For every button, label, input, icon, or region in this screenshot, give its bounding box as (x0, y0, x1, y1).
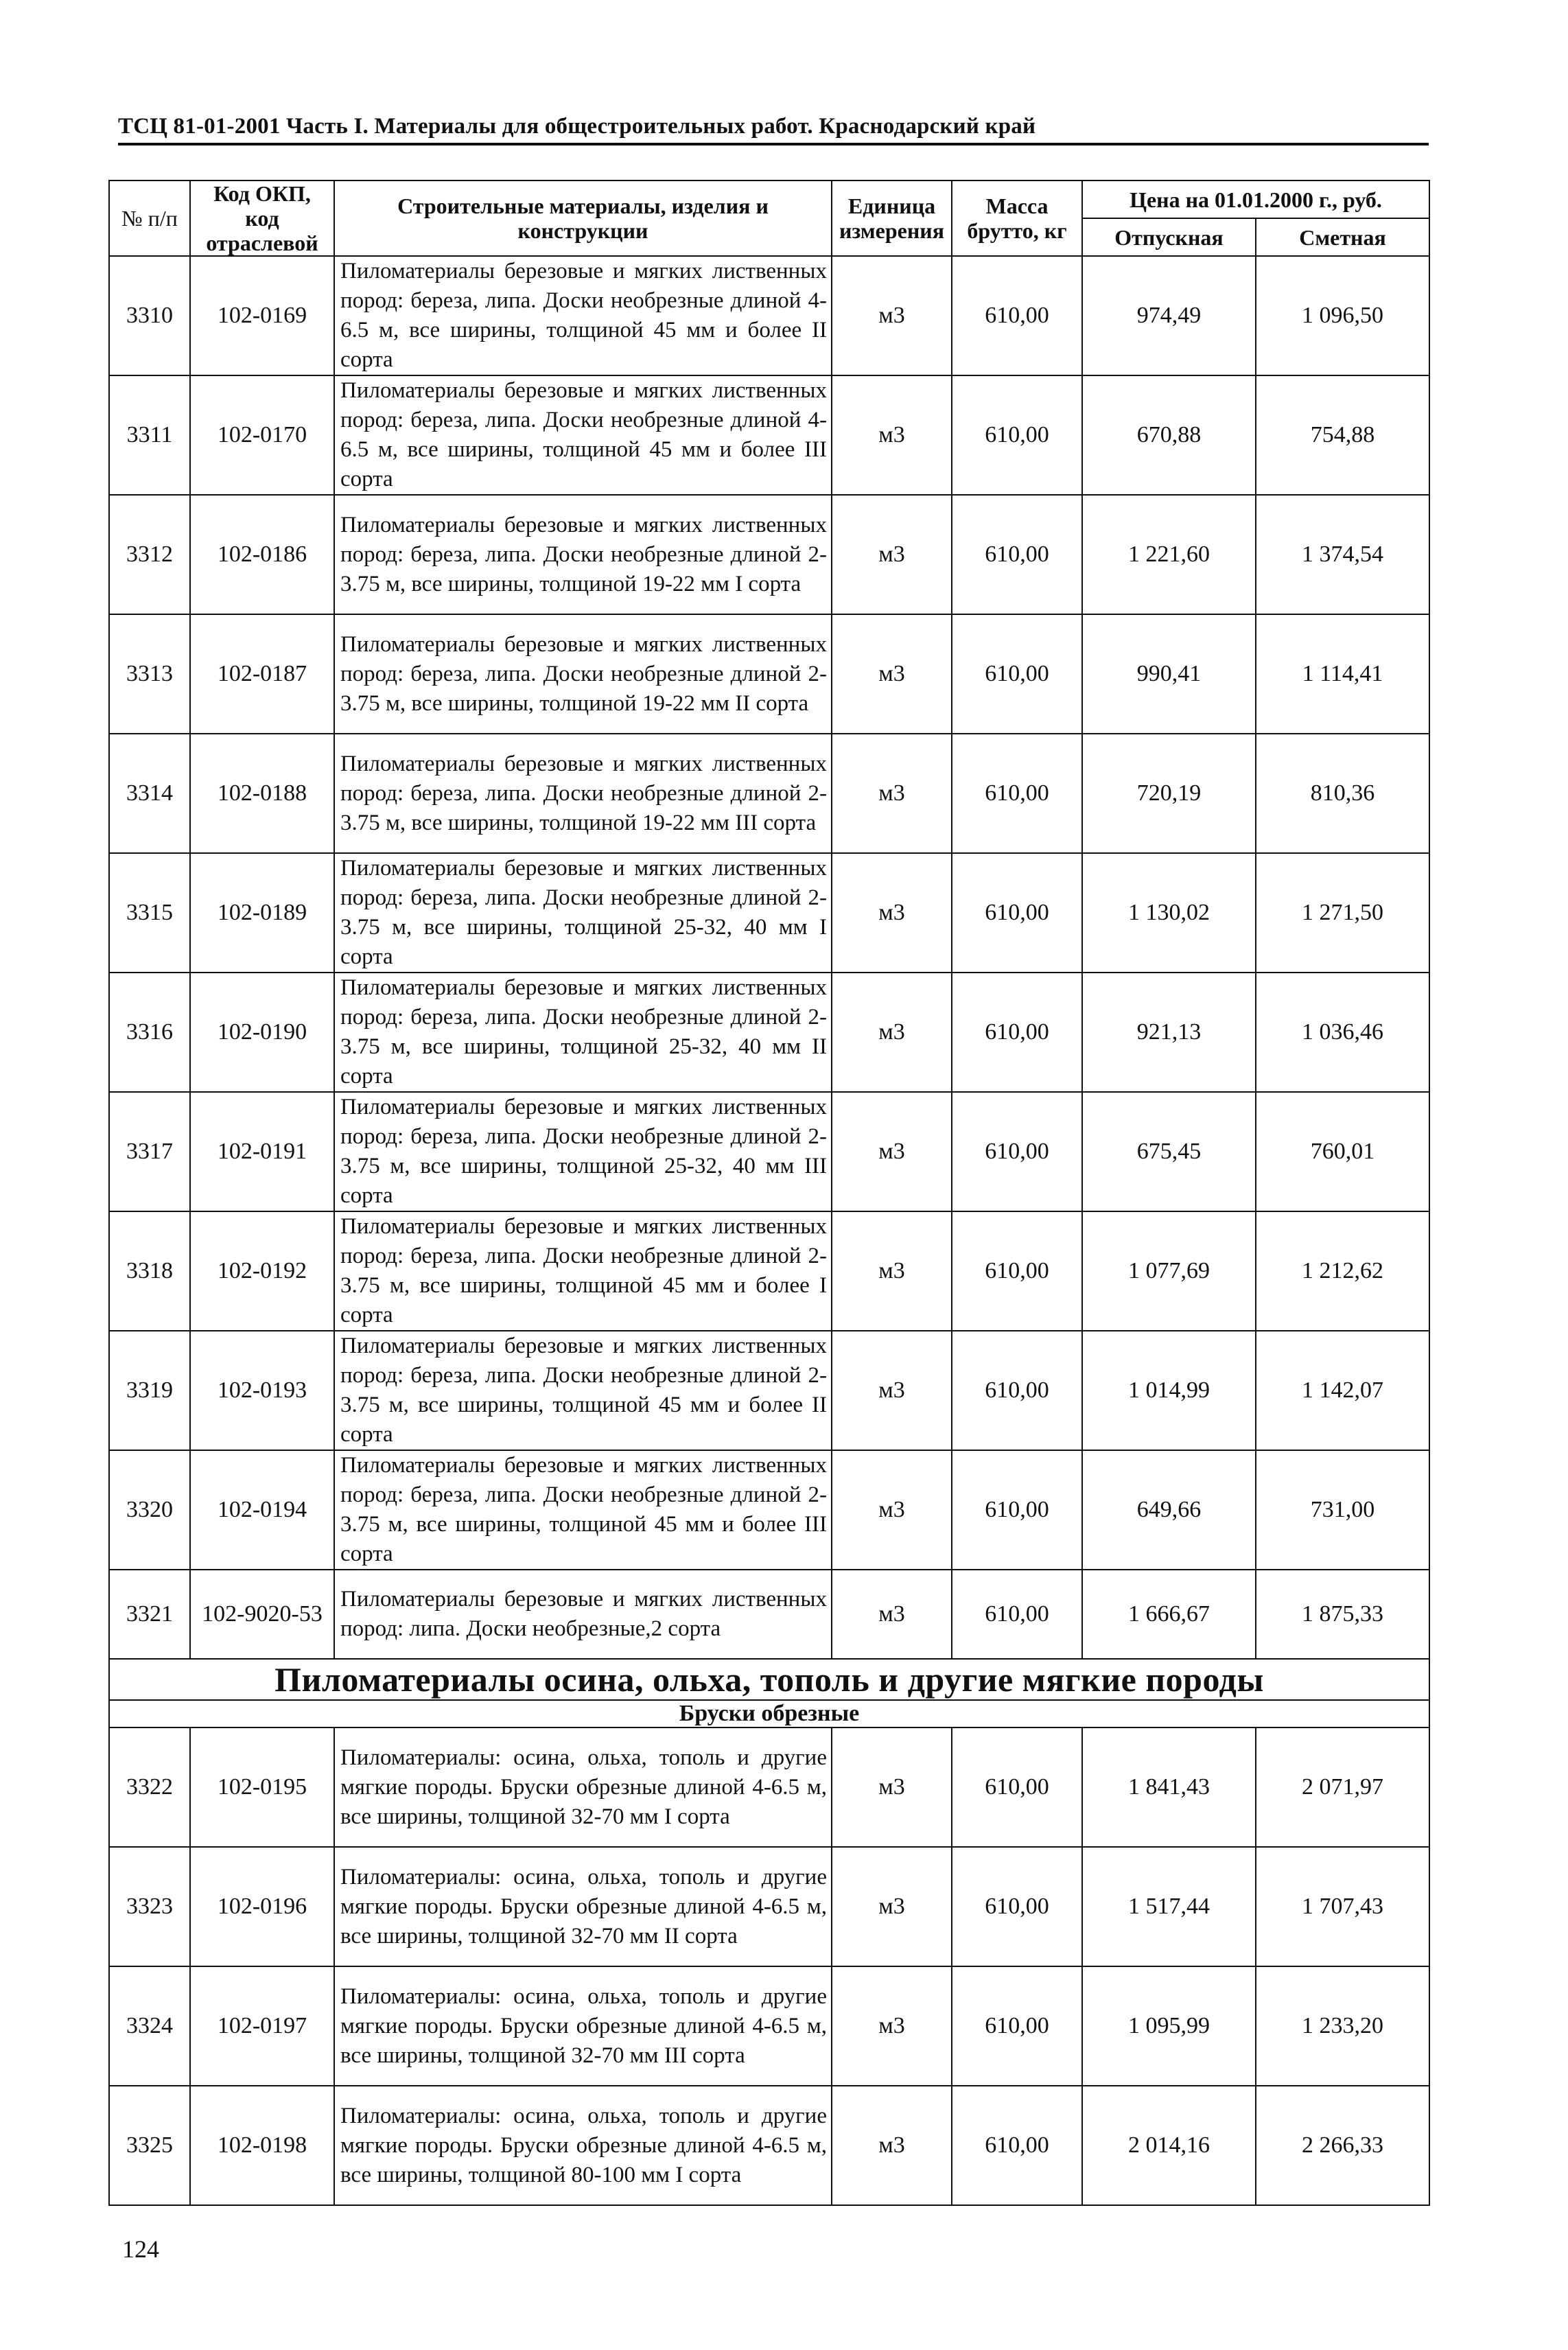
row-mass: 610,00 (952, 973, 1082, 1092)
row-price-estimate: 731,00 (1256, 1450, 1429, 1570)
row-mass: 610,00 (952, 1450, 1082, 1570)
row-price-release: 675,45 (1082, 1092, 1256, 1211)
row-code: 102-0191 (190, 1092, 334, 1211)
col-header-mass: Масса брутто, кг (952, 181, 1082, 256)
row-price-estimate: 760,01 (1256, 1092, 1429, 1211)
row-price-release: 974,49 (1082, 256, 1256, 375)
table-row (109, 1570, 1429, 1659)
row-code: 102-0187 (190, 614, 334, 734)
row-number: 3325 (109, 2086, 190, 2205)
row-unit: м3 (832, 1092, 952, 1211)
row-unit: м3 (832, 1331, 952, 1450)
row-price-estimate: 1 096,50 (1256, 256, 1429, 375)
table-head-row (109, 181, 1429, 218)
row-number: 3323 (109, 1847, 190, 1966)
col-header-num: № п/п (109, 181, 190, 256)
row-mass: 610,00 (952, 495, 1082, 614)
row-price-estimate: 1 233,20 (1256, 1966, 1429, 2086)
row-number: 3324 (109, 1966, 190, 2086)
row-unit: м3 (832, 734, 952, 853)
row-unit: м3 (832, 614, 952, 734)
row-price-release: 1 077,69 (1082, 1211, 1256, 1331)
row-code: 102-0193 (190, 1331, 334, 1450)
row-code: 102-0194 (190, 1450, 334, 1570)
row-code: 102-0197 (190, 1966, 334, 2086)
row-number: 3315 (109, 853, 190, 973)
row-price-estimate: 1 142,07 (1256, 1331, 1429, 1450)
row-description: Пиломатериалы березовые и мягких лиственных пород: липа. Доски необрезные,2 сорта (334, 1570, 832, 1659)
table-body-boards (109, 256, 1429, 1659)
row-price-release: 1 014,99 (1082, 1331, 1256, 1450)
row-mass: 610,00 (952, 1092, 1082, 1211)
row-number: 3317 (109, 1092, 190, 1211)
row-mass: 610,00 (952, 1331, 1082, 1450)
table-row (109, 1450, 1429, 1570)
row-unit: м3 (832, 1727, 952, 1847)
col-header-price-release: Отпускная (1082, 218, 1256, 256)
row-description: Пиломатериалы березовые и мягких лиственных пород: береза, липа. Доски необрезные длиной 2-3.75 м, все ширины, толщиной 19-22 мм III сорта (334, 734, 832, 853)
row-unit: м3 (832, 1450, 952, 1570)
table-row (109, 256, 1429, 375)
row-number: 3312 (109, 495, 190, 614)
price-table (108, 180, 1430, 2206)
table-row (109, 1092, 1429, 1211)
row-number: 3311 (109, 375, 190, 495)
col-header-price-group: Цена на 01.01.2000 г., руб. (1082, 181, 1429, 218)
row-code: 102-0196 (190, 1847, 334, 1966)
row-mass: 610,00 (952, 614, 1082, 734)
row-price-release: 670,88 (1082, 375, 1256, 495)
table-row (109, 734, 1429, 853)
row-price-release: 2 014,16 (1082, 2086, 1256, 2205)
row-mass: 610,00 (952, 375, 1082, 495)
row-code: 102-0188 (190, 734, 334, 853)
row-price-release: 921,13 (1082, 973, 1256, 1092)
row-unit: м3 (832, 1966, 952, 2086)
col-header-unit: Единица измерения (832, 181, 952, 256)
row-description: Пиломатериалы березовые и мягких лиственных пород: береза, липа. Доски необрезные длиной 2-3.75 м, все ширины, толщиной 45 мм и более I сорта (334, 1211, 832, 1331)
row-price-estimate: 810,36 (1256, 734, 1429, 853)
section-title: Пиломатериалы осина, ольха, тополь и другие мягкие породы (109, 1659, 1429, 1700)
row-price-release: 1 130,02 (1082, 853, 1256, 973)
table-row (109, 1211, 1429, 1331)
row-number: 3321 (109, 1570, 190, 1659)
row-unit: м3 (832, 1570, 952, 1659)
row-description: Пиломатериалы березовые и мягких лиственных пород: береза, липа. Доски необрезные длиной 2-3.75 м, все ширины, толщиной 25-32, 40 мм II сорта (334, 973, 832, 1092)
row-number: 3316 (109, 973, 190, 1092)
row-price-estimate: 1 114,41 (1256, 614, 1429, 734)
table-row (109, 614, 1429, 734)
table-row (109, 973, 1429, 1092)
row-price-release: 649,66 (1082, 1450, 1256, 1570)
row-code: 102-0169 (190, 256, 334, 375)
row-unit: м3 (832, 375, 952, 495)
row-price-estimate: 2 266,33 (1256, 2086, 1429, 2205)
table-row (109, 375, 1429, 495)
table-row (109, 1966, 1429, 2086)
row-code: 102-0192 (190, 1211, 334, 1331)
row-mass: 610,00 (952, 1966, 1082, 2086)
col-header-code: Код ОКП, код отраслевой (190, 181, 334, 256)
table-row (109, 1727, 1429, 1847)
row-price-estimate: 1 374,54 (1256, 495, 1429, 614)
row-number: 3310 (109, 256, 190, 375)
table-row (109, 495, 1429, 614)
table-row (109, 2086, 1429, 2205)
row-unit: м3 (832, 495, 952, 614)
row-number: 3322 (109, 1727, 190, 1847)
row-price-estimate: 1 707,43 (1256, 1847, 1429, 1966)
row-unit: м3 (832, 256, 952, 375)
row-description: Пиломатериалы: осина, ольха, тополь и другие мягкие породы. Бруски обрезные длиной 4-6.5 м, все ширины, толщиной 32-70 мм III сорта (334, 1966, 832, 2086)
row-code: 102-0190 (190, 973, 334, 1092)
row-mass: 610,00 (952, 734, 1082, 853)
row-description: Пиломатериалы березовые и мягких лиственных пород: береза, липа. Доски необрезные длиной 2-3.75 м, все ширины, толщиной 25-32, 40 мм III сорта (334, 1092, 832, 1211)
row-number: 3318 (109, 1211, 190, 1331)
row-price-release: 990,41 (1082, 614, 1256, 734)
row-code: 102-0198 (190, 2086, 334, 2205)
page-header-title: ТСЦ 81-01-2001 Часть I. Материалы для общестроительных работ. Краснодарский край (118, 114, 1036, 139)
row-unit: м3 (832, 2086, 952, 2205)
row-unit: м3 (832, 853, 952, 973)
row-code: 102-0170 (190, 375, 334, 495)
row-price-release: 1 095,99 (1082, 1966, 1256, 2086)
row-unit: м3 (832, 1211, 952, 1331)
row-price-estimate: 2 071,97 (1256, 1727, 1429, 1847)
row-price-release: 720,19 (1082, 734, 1256, 853)
row-number: 3313 (109, 614, 190, 734)
row-price-estimate: 1 875,33 (1256, 1570, 1429, 1659)
row-number: 3319 (109, 1331, 190, 1450)
subsection-row (109, 1700, 1429, 1727)
row-price-estimate: 1 212,62 (1256, 1211, 1429, 1331)
row-mass: 610,00 (952, 1570, 1082, 1659)
row-description: Пиломатериалы березовые и мягких лиственных пород: береза, липа. Доски необрезные длиной 2-3.75 м, все ширины, толщиной 45 мм и более II сорта (334, 1331, 832, 1450)
table-row (109, 1847, 1429, 1966)
table-head (109, 181, 1429, 256)
page-number: 124 (122, 2235, 159, 2263)
row-code: 102-9020-53 (190, 1570, 334, 1659)
table-row (109, 1331, 1429, 1450)
row-description: Пиломатериалы березовые и мягких лиственных пород: береза, липа. Доски необрезные длиной 2-3.75 м, все ширины, толщиной 19-22 мм II сорта (334, 614, 832, 734)
row-mass: 610,00 (952, 1847, 1082, 1966)
row-price-estimate: 754,88 (1256, 375, 1429, 495)
row-code: 102-0186 (190, 495, 334, 614)
row-code: 102-0195 (190, 1727, 334, 1847)
row-mass: 610,00 (952, 853, 1082, 973)
table-row (109, 853, 1429, 973)
row-number: 3320 (109, 1450, 190, 1570)
row-price-release: 1 221,60 (1082, 495, 1256, 614)
row-description: Пиломатериалы: осина, ольха, тополь и другие мягкие породы. Бруски обрезные длиной 4-6.5 м, все ширины, толщиной 32-70 мм II сорта (334, 1847, 832, 1966)
table-body-bars (109, 1727, 1429, 2205)
row-description: Пиломатериалы березовые и мягких лиственных пород: береза, липа. Доски необрезные длиной 2-3.75 м, все ширины, толщиной 25-32, 40 мм I сорта (334, 853, 832, 973)
row-code: 102-0189 (190, 853, 334, 973)
row-mass: 610,00 (952, 2086, 1082, 2205)
row-number: 3314 (109, 734, 190, 853)
row-price-release: 1 517,44 (1082, 1847, 1256, 1966)
row-description: Пиломатериалы березовые и мягких лиственных пород: береза, липа. Доски необрезные длиной 4-6.5 м, все ширины, толщиной 45 мм и более III сорта (334, 375, 832, 495)
section-row (109, 1659, 1429, 1700)
row-mass: 610,00 (952, 1727, 1082, 1847)
table-section (109, 1659, 1429, 1727)
row-description: Пиломатериалы: осина, ольха, тополь и другие мягкие породы. Бруски обрезные длиной 4-6.5 м, все ширины, толщиной 80-100 мм I сорта (334, 2086, 832, 2205)
row-mass: 610,00 (952, 1211, 1082, 1331)
subsection-title: Бруски обрезные (109, 1700, 1429, 1727)
row-description: Пиломатериалы: осина, ольха, тополь и другие мягкие породы. Бруски обрезные длиной 4-6.5 м, все ширины, толщиной 32-70 мм I сорта (334, 1727, 832, 1847)
row-unit: м3 (832, 1847, 952, 1966)
row-description: Пиломатериалы березовые и мягких лиственных пород: береза, липа. Доски необрезные длиной 2-3.75 м, все ширины, толщиной 45 мм и более III сорта (334, 1450, 832, 1570)
row-description: Пиломатериалы березовые и мягких лиственных пород: береза, липа. Доски необрезные длиной 2-3.75 м, все ширины, толщиной 19-22 мм I сорта (334, 495, 832, 614)
row-unit: м3 (832, 973, 952, 1092)
col-header-price-estimate: Сметная (1256, 218, 1429, 256)
header-divider (118, 143, 1429, 146)
row-price-release: 1 841,43 (1082, 1727, 1256, 1847)
col-header-desc: Строительные материалы, изделия и конструкции (334, 181, 832, 256)
row-price-estimate: 1 036,46 (1256, 973, 1429, 1092)
row-price-release: 1 666,67 (1082, 1570, 1256, 1659)
row-description: Пиломатериалы березовые и мягких лиственных пород: береза, липа. Доски необрезные длиной 4-6.5 м, все ширины, толщиной 45 мм и более II сорта (334, 256, 832, 375)
row-price-estimate: 1 271,50 (1256, 853, 1429, 973)
row-mass: 610,00 (952, 256, 1082, 375)
